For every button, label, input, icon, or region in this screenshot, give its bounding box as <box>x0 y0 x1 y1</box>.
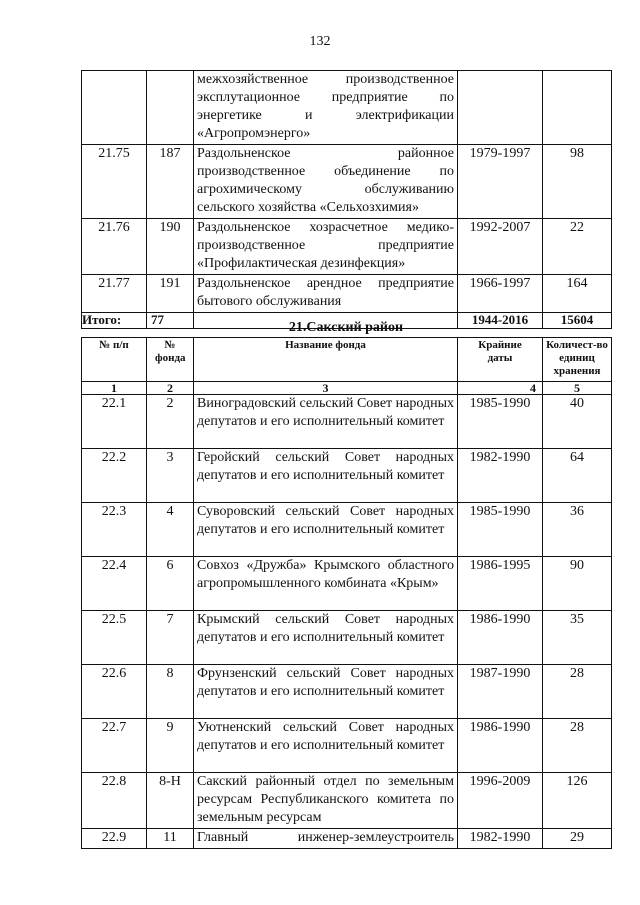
cell-units: 90 <box>543 557 612 611</box>
cell-fond: 7 <box>147 611 194 665</box>
cell-number: 22.9 <box>82 829 147 849</box>
cell-name: Геройский сельский Совет народных депутатов и его исполнительный комитет <box>194 449 458 503</box>
cell-number: 21.76 <box>82 219 147 275</box>
table-row <box>82 773 612 829</box>
cell-number: 22.3 <box>82 503 147 557</box>
cell-dates: 1966-1997 <box>458 275 543 313</box>
cell-fond: 2 <box>147 395 194 449</box>
cell-fond: 187 <box>147 145 194 219</box>
cell-units: 29 <box>543 829 612 849</box>
cell-number: 22.8 <box>82 773 147 829</box>
cell-name: Суворовский сельский Совет народных депутатов и его исполнительный комитет <box>194 503 458 557</box>
cell-dates: 1985-1990 <box>458 395 543 449</box>
cell-fond: 8 <box>147 665 194 719</box>
table-header <box>82 338 612 382</box>
cell-dates: 1986-1990 <box>458 719 543 773</box>
header-number: № п/п <box>82 338 147 382</box>
fonds-table <box>81 337 612 849</box>
cell-units: 22 <box>543 219 612 275</box>
header-units: Количест-во единиц хранения <box>543 338 612 382</box>
cell-name: Раздольненское арендное предприятие бытового обслуживания <box>194 275 458 313</box>
cell-units: 40 <box>543 395 612 449</box>
total-units: 15604 <box>543 313 612 329</box>
cell-dates: 1986-1995 <box>458 557 543 611</box>
cell-fond: 8-Н <box>147 773 194 829</box>
cell-fond: 11 <box>147 829 194 849</box>
cell-name: Крымский сельский Совет народных депутатов и его исполнительный комитет <box>194 611 458 665</box>
column-number: 1 <box>82 382 147 395</box>
cell-units: 164 <box>543 275 612 313</box>
cell-number: 22.6 <box>82 665 147 719</box>
cell-dates: 1985-1990 <box>458 503 543 557</box>
table-row <box>82 219 612 275</box>
cell-fond: 6 <box>147 557 194 611</box>
cell-name: Раздольненское районное производственное объединение по агрохимическому обслуживанию сельского хозяйства «Сельхозхимия» <box>194 145 458 219</box>
cell-fond <box>147 71 194 145</box>
cell-units: 28 <box>543 665 612 719</box>
column-number: 5 <box>543 382 612 395</box>
column-number: 4 <box>458 382 543 395</box>
cell-name: Фрунзенский сельский Совет народных депутатов и его исполнительный комитет <box>194 665 458 719</box>
cell-dates: 1979-1997 <box>458 145 543 219</box>
column-number: 2 <box>147 382 194 395</box>
cell-fond: 191 <box>147 275 194 313</box>
cell-name: Виноградовский сельский Совет народных депутатов и его исполнительный комитет <box>194 395 458 449</box>
header-name: Название фонда <box>194 338 458 382</box>
cell-dates: 1982-1990 <box>458 829 543 849</box>
total-label: Итого: <box>82 313 147 329</box>
cell-units: 35 <box>543 611 612 665</box>
page-number: 132 <box>309 34 331 49</box>
cell-fond: 4 <box>147 503 194 557</box>
cell-fond: 9 <box>147 719 194 773</box>
cell-dates: 1992-2007 <box>458 219 543 275</box>
cell-number: 22.2 <box>82 449 147 503</box>
cell-dates <box>458 71 543 145</box>
table-row <box>82 719 612 773</box>
total-count: 77 <box>147 313 194 329</box>
cell-number: 21.77 <box>82 275 147 313</box>
table-row <box>82 449 612 503</box>
column-number: 3 <box>194 382 458 395</box>
table-row <box>82 557 612 611</box>
table-row <box>82 665 612 719</box>
cell-units: 28 <box>543 719 612 773</box>
cell-units: 64 <box>543 449 612 503</box>
cell-name: Раздольненское хозрасчетное медико-производственное предприятие «Профилактическая дезинфекция» <box>194 219 458 275</box>
table-row <box>82 275 612 313</box>
cell-name: Сакский районный отдел по земельным ресурсам Республиканского комитета по земельным ресурсам <box>194 773 458 829</box>
cell-units: 36 <box>543 503 612 557</box>
total-dates: 1944-2016 <box>458 313 543 329</box>
cell-dates: 1982-1990 <box>458 449 543 503</box>
continuation-table <box>81 70 612 329</box>
table-row <box>82 145 612 219</box>
table-row <box>82 829 612 849</box>
header-fond: № фонда <box>147 338 194 382</box>
cell-name: Уютненский сельский Совет народных депутатов и его исполнительный комитет <box>194 719 458 773</box>
cell-name: Главный инженер-землеустроитель <box>194 829 458 849</box>
cell-number: 22.4 <box>82 557 147 611</box>
cell-dates: 1996-2009 <box>458 773 543 829</box>
table-row <box>82 71 612 145</box>
cell-units: 126 <box>543 773 612 829</box>
cell-number: 21.75 <box>82 145 147 219</box>
header-dates: Крайние даты <box>458 338 543 382</box>
cell-dates: 1986-1990 <box>458 611 543 665</box>
cell-dates: 1987-1990 <box>458 665 543 719</box>
section-title: 21.Сакский район <box>288 320 404 335</box>
cell-number <box>82 71 147 145</box>
cell-units: 98 <box>543 145 612 219</box>
continuation-name: межхозяйственное производственное эксплутационное предприятие по энергетике и электрификации «Агропромэнерго» <box>194 71 458 145</box>
cell-fond: 3 <box>147 449 194 503</box>
cell-fond: 190 <box>147 219 194 275</box>
table-row <box>82 503 612 557</box>
cell-name: Совхоз «Дружба» Крымского областного агропромышленного комбината «Крым» <box>194 557 458 611</box>
cell-number: 22.7 <box>82 719 147 773</box>
cell-units <box>543 71 612 145</box>
table-row <box>82 611 612 665</box>
table-row <box>82 395 612 449</box>
cell-number: 22.5 <box>82 611 147 665</box>
column-numbers-row <box>82 382 612 395</box>
cell-number: 22.1 <box>82 395 147 449</box>
